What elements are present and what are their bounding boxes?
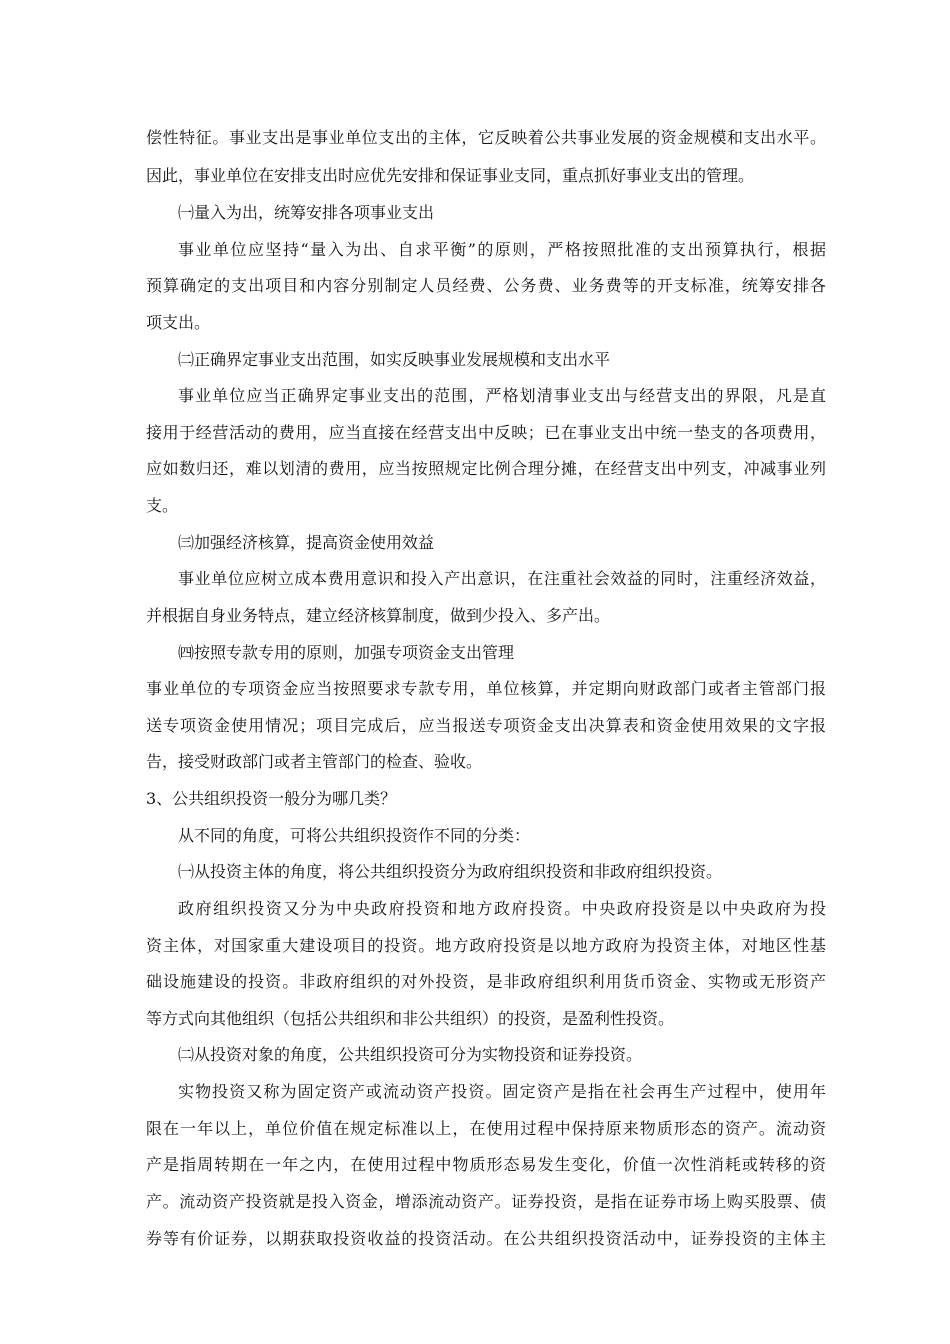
text-line: 告，接受财政部门或者主管部门的检查、验收。	[146, 752, 483, 771]
text-line: 从不同的角度，可将公共组织投资作不同的分类：	[178, 826, 531, 845]
text-line: 产是指周转期在一年之内，在使用过程中物质形态易发生变化，价值一次性消耗或转移的资	[146, 1155, 826, 1174]
section-heading: ㈠从投资主体的角度，将公共组织投资分为政府组织投资和非政府组织投资。	[178, 862, 723, 881]
section-heading: ㈡正确界定事业支出范围，如实反映事业发展规模和支出水平	[178, 350, 611, 369]
text-line: 项支出。	[146, 313, 211, 332]
text-line: 支。	[146, 496, 179, 515]
text-line: 因此，事业单位在安排支出时应优先安排和保证事业支同，重点抓好事业支出的管理。	[146, 166, 755, 185]
text-line: 产。流动资产投资就是投入资金，增添流动资产。证券投资，是指在证券市场上购买股票、债	[146, 1192, 826, 1211]
section-heading: ㈢加强经济核算，提高资金使用效益	[178, 533, 435, 552]
text-line: 应如数归还，难以划清的费用，应当按照规定比例合理分摊，在经营支出中列支，冲减事业列	[146, 459, 826, 478]
text-line: 事业单位应坚持“量入为出、自求平衡”的原则，严格按照批准的支出预算执行，根据	[178, 240, 826, 259]
section-heading: ㈡从投资对象的角度，公共组织投资可分为实物投资和证券投资。	[178, 1045, 643, 1064]
text-line: 事业单位应树立成本费用意识和投入产出意识，在注重社会效益的同时，注重经济效益，	[178, 569, 826, 588]
text-line: 资主体，对国家重大建设项目的投资。地方政府投资是以地方政府为投资主体，对地区性基	[146, 936, 826, 955]
text-line: 限在一年以上，单位价值在规定标准以上，在使用过程中保持原来物质形态的资产。流动资	[146, 1119, 826, 1138]
text-line: 等方式向其他组织（包括公共组织和非公共组织）的投资，是盈利性投资。	[146, 1009, 675, 1028]
question-heading: 3、公共组织投资一般分为哪几类？	[146, 789, 397, 808]
section-heading: ㈠量入为出，统筹安排各项事业支出	[178, 203, 435, 222]
text-line: 预算确定的支出项目和内容分别制定人员经费、公务费、业务费等的开支标准，统筹安排各	[146, 276, 826, 295]
section-heading: ㈣按照专款专用的原则，加强专项资金支出管理	[178, 643, 515, 662]
text-line: 政府组织投资又分为中央政府投资和地方政府投资。中央政府投资是以中央政府为投	[178, 899, 826, 918]
text-line: 送专项资金使用情况；项目完成后，应当报送专项资金支出决算表和资金使用效果的文字报	[146, 716, 826, 735]
text-line: 础设施建设的投资。非政府组织的对外投资，是非政府组织利用货币资金、实物或无形资产	[146, 972, 826, 991]
text-line: 事业单位的专项资金应当按照要求专款专用，单位核算，并定期向财政部门或者主管部门报	[146, 679, 826, 698]
text-line: 偿性特征。事业支出是事业单位支出的主体，它反映着公共事业发展的资金规模和支出水平。	[146, 128, 826, 147]
text-line: 实物投资又称为固定资产或流动资产投资。固定资产是指在社会再生产过程中，使用年	[178, 1082, 826, 1101]
text-line: 事业单位应当正确界定事业支出的范围，严格划清事业支出与经营支出的界限，凡是直	[178, 386, 826, 405]
text-line: 接用于经营活动的费用，应当直接在经营支出中反映；已在事业支出中统一垫支的各项费用，	[146, 423, 826, 442]
text-line: 并根据自身业务特点，建立经济核算制度，做到少投入、多产出。	[146, 606, 611, 625]
text-line: 券等有价证券，以期获取投资收益的投资活动。在公共组织投资活动中，证券投资的主体主	[146, 1229, 826, 1248]
